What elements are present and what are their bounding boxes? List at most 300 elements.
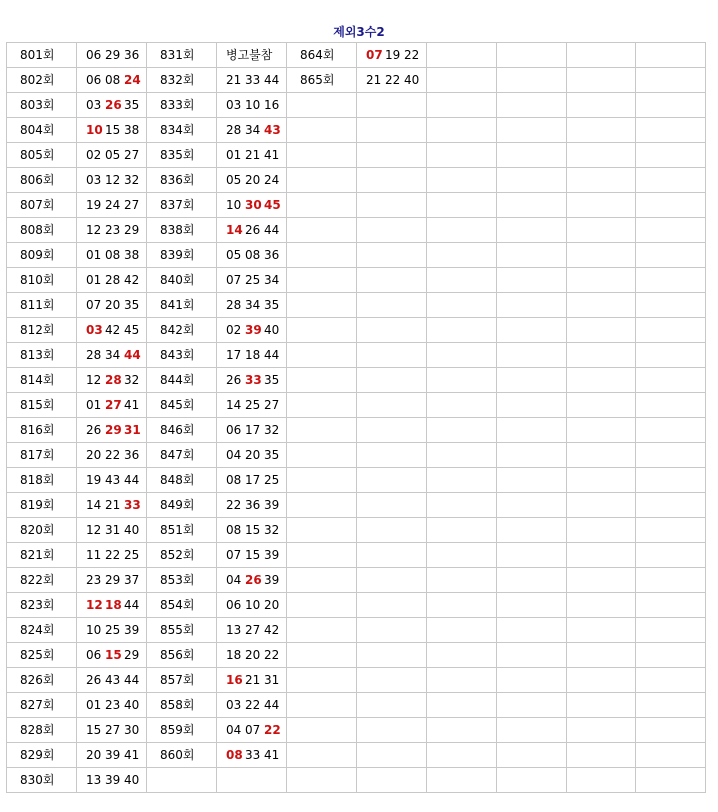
page-title: 제외3수2 (333, 25, 385, 39)
number: 42 (124, 273, 140, 287)
empty-cell (287, 443, 357, 468)
empty-cell (567, 293, 636, 318)
number: 20 (86, 748, 102, 762)
numbers-cell (217, 568, 287, 593)
round-cell: 824회 (7, 618, 77, 643)
number: 08 (226, 523, 242, 537)
empty-cell (357, 568, 427, 593)
empty-cell (567, 618, 636, 643)
empty-cell (427, 93, 497, 118)
empty-cell (427, 418, 497, 443)
empty-cell (497, 393, 567, 418)
empty-cell (357, 193, 427, 218)
round-cell: 836회 (147, 168, 217, 193)
empty-cell (427, 643, 497, 668)
empty-cell (567, 168, 636, 193)
empty-cell (497, 243, 567, 268)
number: 21 (245, 148, 261, 162)
round-cell: 851회 (147, 518, 217, 543)
empty-cell (497, 668, 567, 693)
number: 41 (124, 398, 140, 412)
round-cell: 812회 (7, 318, 77, 343)
number: 39 (105, 773, 121, 787)
empty-cell (636, 193, 706, 218)
numbers-cell (77, 368, 147, 393)
number: 15 (86, 723, 102, 737)
table-row (7, 193, 706, 218)
empty-cell (427, 343, 497, 368)
empty-cell (567, 318, 636, 343)
empty-cell (427, 318, 497, 343)
number: 27 (124, 148, 140, 162)
empty-cell (636, 493, 706, 518)
empty-cell (427, 493, 497, 518)
number: 29 (105, 573, 121, 587)
number: 43 (105, 473, 121, 487)
number: 38 (124, 248, 140, 262)
table-row (7, 343, 706, 368)
number: 31 (264, 673, 280, 687)
numbers-cell (77, 318, 147, 343)
table-row (7, 618, 706, 643)
table-row (7, 693, 706, 718)
number: 34 (264, 273, 280, 287)
numbers-cell (217, 93, 287, 118)
empty-cell (636, 543, 706, 568)
round-cell: 825회 (7, 643, 77, 668)
empty-cell (357, 93, 427, 118)
empty-cell (567, 543, 636, 568)
table-row (7, 68, 706, 93)
empty-cell (357, 643, 427, 668)
number: 35 (124, 298, 140, 312)
empty-cell (357, 718, 427, 743)
round-cell: 827회 (7, 693, 77, 718)
empty-cell (636, 718, 706, 743)
round-cell: 844회 (147, 368, 217, 393)
number: 26 (86, 673, 102, 687)
empty-cell (287, 268, 357, 293)
round-cell: 848회 (147, 468, 217, 493)
empty-cell (636, 68, 706, 93)
empty-cell (497, 468, 567, 493)
number: 29 (124, 223, 140, 237)
empty-cell (357, 468, 427, 493)
number: 22 (385, 73, 401, 87)
table-row (7, 43, 706, 68)
number: 19 (385, 48, 401, 62)
number: 10 (245, 598, 261, 612)
numbers-cell (217, 693, 287, 718)
number: 32 (124, 373, 140, 387)
table-row (7, 443, 706, 468)
empty-cell (567, 68, 636, 93)
number: 25 (245, 398, 261, 412)
empty-cell (287, 368, 357, 393)
number: 14 (226, 398, 242, 412)
numbers-cell (77, 393, 147, 418)
numbers-cell (77, 168, 147, 193)
highlighted-number: 30 (245, 198, 262, 212)
numbers-cell (217, 193, 287, 218)
empty-cell (567, 193, 636, 218)
round-cell: 858회 (147, 693, 217, 718)
number: 20 (245, 648, 261, 662)
numbers-cell (77, 243, 147, 268)
table-row (7, 293, 706, 318)
empty-cell (357, 543, 427, 568)
empty-cell (497, 443, 567, 468)
number: 32 (264, 423, 280, 437)
highlighted-number: 26 (245, 573, 262, 587)
number: 37 (124, 573, 140, 587)
table-row (7, 243, 706, 268)
table-row (7, 118, 706, 143)
round-cell: 805회 (7, 143, 77, 168)
number: 14 (86, 498, 102, 512)
round-cell: 811회 (7, 293, 77, 318)
round-cell: 821회 (7, 543, 77, 568)
numbers-cell (217, 418, 287, 443)
number: 20 (264, 598, 280, 612)
round-cell: 807회 (7, 193, 77, 218)
numbers-cell (217, 168, 287, 193)
numbers-cell (217, 143, 287, 168)
number: 39 (124, 623, 140, 637)
highlighted-number: 14 (226, 223, 243, 237)
number: 36 (124, 48, 140, 62)
empty-cell (497, 418, 567, 443)
results-table (6, 42, 706, 793)
numbers-cell (77, 468, 147, 493)
number: 23 (86, 573, 102, 587)
empty-cell (497, 593, 567, 618)
numbers-cell (217, 218, 287, 243)
round-cell: 864회 (287, 43, 357, 68)
empty-cell (636, 643, 706, 668)
empty-cell (636, 743, 706, 768)
numbers-cell (217, 593, 287, 618)
round-cell: 849회 (147, 493, 217, 518)
number: 24 (264, 173, 280, 187)
empty-cell (427, 218, 497, 243)
round-cell: 809회 (7, 243, 77, 268)
empty-cell (497, 568, 567, 593)
empty-cell (287, 568, 357, 593)
number: 01 (86, 398, 102, 412)
numbers-cell (77, 143, 147, 168)
empty-cell (636, 368, 706, 393)
empty-cell (497, 543, 567, 568)
numbers-cell (77, 493, 147, 518)
table-row (7, 743, 706, 768)
table-row (7, 593, 706, 618)
round-cell: 816회 (7, 418, 77, 443)
number: 23 (105, 223, 121, 237)
table-row (7, 218, 706, 243)
number: 34 (245, 123, 261, 137)
empty-cell (567, 718, 636, 743)
numbers-cell (77, 418, 147, 443)
number: 29 (105, 48, 121, 62)
empty-cell (497, 118, 567, 143)
empty-cell (497, 643, 567, 668)
number: 27 (245, 623, 261, 637)
empty-cell (357, 518, 427, 543)
highlighted-number: 27 (105, 398, 122, 412)
table-row (7, 768, 706, 793)
empty-cell (567, 143, 636, 168)
empty-cell (567, 568, 636, 593)
empty-cell (427, 68, 497, 93)
number: 07 (226, 273, 242, 287)
empty-cell (357, 293, 427, 318)
empty-cell (636, 43, 706, 68)
number: 26 (86, 423, 102, 437)
number: 16 (264, 98, 280, 112)
table-row (7, 718, 706, 743)
number: 25 (105, 623, 121, 637)
empty-cell (497, 268, 567, 293)
empty-cell (497, 768, 567, 793)
number: 39 (264, 498, 280, 512)
empty-cell (427, 393, 497, 418)
highlighted-number: 44 (124, 348, 141, 362)
empty-cell (636, 268, 706, 293)
number: 07 (245, 723, 261, 737)
number: 41 (264, 148, 280, 162)
empty-cell (357, 318, 427, 343)
number: 08 (226, 473, 242, 487)
round-cell: 852회 (147, 543, 217, 568)
empty-cell (357, 143, 427, 168)
empty-cell (636, 168, 706, 193)
round-cell: 838회 (147, 218, 217, 243)
round-cell: 843회 (147, 343, 217, 368)
empty-cell (287, 193, 357, 218)
empty-cell (497, 343, 567, 368)
empty-cell (636, 418, 706, 443)
empty-cell (567, 268, 636, 293)
number: 32 (264, 523, 280, 537)
number: 44 (264, 223, 280, 237)
number: 23 (105, 698, 121, 712)
numbers-cell (217, 493, 287, 518)
number: 29 (124, 648, 140, 662)
numbers-cell (217, 318, 287, 343)
numbers-cell (77, 68, 147, 93)
empty-cell (427, 143, 497, 168)
empty-cell (636, 518, 706, 543)
number: 11 (86, 548, 102, 562)
number: 18 (226, 648, 242, 662)
number: 18 (245, 348, 261, 362)
numbers-cell (217, 718, 287, 743)
empty-cell (287, 543, 357, 568)
number: 06 (86, 73, 102, 87)
empty-cell (636, 218, 706, 243)
empty-cell (287, 118, 357, 143)
empty-cell (427, 118, 497, 143)
number: 27 (264, 398, 280, 412)
table-row (7, 418, 706, 443)
number: 30 (124, 723, 140, 737)
empty-cell (357, 668, 427, 693)
number: 01 (86, 248, 102, 262)
number: 34 (245, 298, 261, 312)
highlighted-number: 07 (366, 48, 383, 62)
number: 22 (404, 48, 420, 62)
highlighted-number: 12 (86, 598, 103, 612)
number: 35 (124, 98, 140, 112)
empty-cell (427, 543, 497, 568)
number: 45 (124, 323, 140, 337)
empty-cell (497, 493, 567, 518)
number: 21 (226, 73, 242, 87)
number: 41 (264, 748, 280, 762)
numbers-cell (77, 693, 147, 718)
empty-cell (287, 668, 357, 693)
number: 36 (264, 248, 280, 262)
empty-cell (497, 193, 567, 218)
number: 15 (105, 123, 121, 137)
empty-cell (497, 318, 567, 343)
highlighted-number: 24 (124, 73, 141, 87)
empty-cell (636, 293, 706, 318)
empty-cell (567, 218, 636, 243)
number: 07 (86, 298, 102, 312)
empty-cell (427, 468, 497, 493)
empty-cell (567, 43, 636, 68)
number: 40 (124, 698, 140, 712)
empty-cell (427, 243, 497, 268)
number: 19 (86, 198, 102, 212)
empty-cell (287, 718, 357, 743)
number: 40 (124, 523, 140, 537)
number: 42 (105, 323, 121, 337)
empty-cell (427, 518, 497, 543)
empty-cell (636, 343, 706, 368)
empty-cell (567, 668, 636, 693)
numbers-cell (77, 643, 147, 668)
table-row (7, 468, 706, 493)
number: 38 (124, 123, 140, 137)
number: 32 (124, 173, 140, 187)
highlighted-number: 10 (86, 123, 103, 137)
round-cell: 819회 (7, 493, 77, 518)
empty-cell (636, 443, 706, 468)
table-row (7, 543, 706, 568)
empty-cell (567, 768, 636, 793)
number: 20 (105, 298, 121, 312)
empty-cell (357, 618, 427, 643)
number: 21 (245, 673, 261, 687)
highlighted-number: 45 (264, 198, 281, 212)
empty-cell (427, 268, 497, 293)
numbers-cell (217, 368, 287, 393)
round-cell: 813회 (7, 343, 77, 368)
empty-cell (357, 743, 427, 768)
numbers-cell (77, 593, 147, 618)
round-cell: 846회 (147, 418, 217, 443)
number: 06 (226, 423, 242, 437)
empty-cell (357, 443, 427, 468)
table-row (7, 268, 706, 293)
number: 01 (86, 698, 102, 712)
empty-cell (567, 443, 636, 468)
number: 44 (124, 598, 140, 612)
table-row (7, 668, 706, 693)
empty-cell (497, 143, 567, 168)
empty-cell (567, 368, 636, 393)
number: 39 (264, 548, 280, 562)
table-row (7, 168, 706, 193)
numbers-cell (217, 43, 287, 68)
round-cell: 856회 (147, 643, 217, 668)
empty-cell (497, 718, 567, 743)
highlighted-number: 16 (226, 673, 243, 687)
empty-cell (636, 118, 706, 143)
highlighted-number: 22 (264, 723, 281, 737)
round-cell: 822회 (7, 568, 77, 593)
number: 26 (245, 223, 261, 237)
empty-cell (497, 43, 567, 68)
number: 04 (226, 723, 242, 737)
number: 34 (105, 348, 121, 362)
empty-cell (497, 518, 567, 543)
number: 12 (86, 373, 102, 387)
note-text: 병고불참 (226, 48, 273, 62)
number: 10 (226, 198, 242, 212)
empty-cell (497, 618, 567, 643)
round-cell: 831회 (147, 43, 217, 68)
round-cell: 814회 (7, 368, 77, 393)
number: 27 (124, 198, 140, 212)
numbers-cell (217, 668, 287, 693)
number: 05 (226, 248, 242, 262)
table-row (7, 643, 706, 668)
empty-cell (427, 743, 497, 768)
numbers-cell (217, 118, 287, 143)
round-cell: 806회 (7, 168, 77, 193)
number: 08 (245, 248, 261, 262)
numbers-cell (217, 343, 287, 368)
empty-cell (567, 593, 636, 618)
round-cell: 803회 (7, 93, 77, 118)
round-cell: 832회 (147, 68, 217, 93)
numbers-cell (77, 743, 147, 768)
numbers-cell (217, 268, 287, 293)
empty-cell (357, 343, 427, 368)
number: 33 (245, 73, 261, 87)
table-row (7, 568, 706, 593)
number: 19 (86, 473, 102, 487)
empty-cell (636, 468, 706, 493)
number: 22 (105, 548, 121, 562)
highlighted-number: 03 (86, 323, 103, 337)
number: 26 (226, 373, 242, 387)
round-cell: 817회 (7, 443, 77, 468)
empty-cell (287, 518, 357, 543)
number: 06 (226, 598, 242, 612)
round-cell: 808회 (7, 218, 77, 243)
empty-cell (287, 618, 357, 643)
number: 13 (86, 773, 102, 787)
highlighted-number: 29 (105, 423, 122, 437)
empty-cell (567, 468, 636, 493)
empty-cell (287, 143, 357, 168)
empty-cell (567, 518, 636, 543)
